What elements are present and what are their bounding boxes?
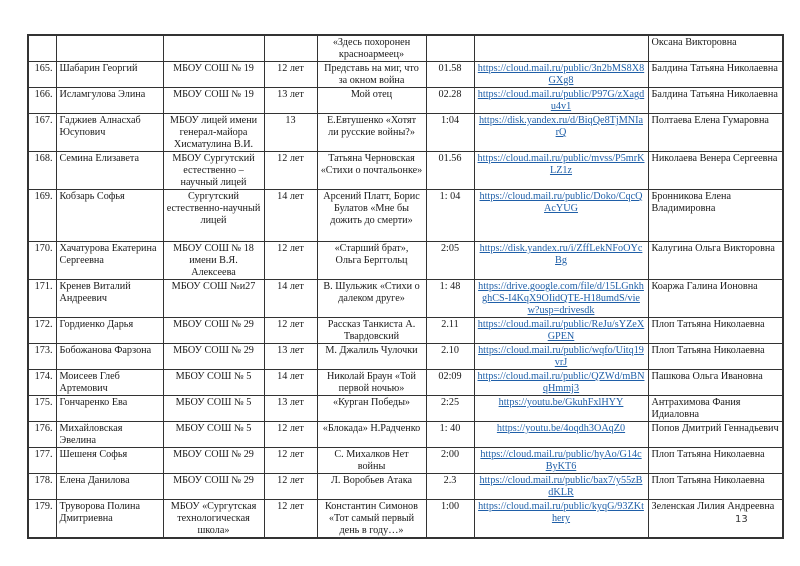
school-name-cell: МБОУ «Сургутская технологическая школа» — [163, 500, 264, 539]
video-duration-cell — [426, 35, 474, 62]
participant-name-cell: Шешеня Софья — [56, 448, 163, 474]
school-name-cell: МБОУ СОШ № 29 — [163, 448, 264, 474]
video-link[interactable]: https://cloud.mail.ru/public/wqfo/Uitq19vrJ — [478, 345, 644, 368]
row-number-cell: 166. — [28, 88, 56, 114]
video-link-cell — [474, 422, 648, 448]
video-link-cell — [474, 242, 648, 280]
work-title-cell: Представь на миг, что за окном война — [317, 62, 426, 88]
video-link-cell — [474, 152, 648, 190]
school-name-cell: МБОУ Сургутский естественно – научный лицей — [163, 152, 264, 190]
school-name-cell: МБОУ СОШ № 5 — [163, 370, 264, 396]
teacher-name-cell: Оксана Викторовна — [648, 35, 783, 62]
participant-age-cell: 12 лет — [264, 500, 317, 539]
school-name-cell: МБОУ СОШ № 29 — [163, 474, 264, 500]
teacher-name-cell: Балдина Татьяна Николаевна — [648, 62, 783, 88]
row-number-cell: 171. — [28, 280, 56, 318]
participant-name-cell: Моисеев Глеб Артемович — [56, 370, 163, 396]
video-duration-cell: 2.3 — [426, 474, 474, 500]
row-number-cell: 169. — [28, 190, 56, 242]
video-link[interactable]: https://disk.yandex.ru/i/ZffLekNFoOYcBg — [479, 243, 643, 266]
participant-name-cell: Бобожанова Фарзона — [56, 344, 163, 370]
school-name-cell: Сургутский естественно-научный лицей — [163, 190, 264, 242]
video-duration-cell: 01.56 — [426, 152, 474, 190]
participant-age-cell: 14 лет — [264, 280, 317, 318]
video-duration-cell: 1:00 — [426, 500, 474, 539]
participant-name-cell: Гордиенко Дарья — [56, 318, 163, 344]
work-title-cell: Константин Симонов «Тот самый первый день в году…» — [317, 500, 426, 539]
teacher-name-cell: Плоп Татьяна Николаевна — [648, 448, 783, 474]
row-number-cell: 179. — [28, 500, 56, 539]
participants-table — [27, 34, 784, 539]
video-link[interactable]: https://drive.google.com/file/d/15LGnkhghCS-I4KqX9OIidQTE-H18umdS/view?usp=drivesdk — [478, 281, 644, 316]
video-link[interactable]: https://cloud.mail.ru/public/Doko/CqcQAcYUG — [479, 191, 643, 214]
work-title-cell: Арсений Платт, Борис Булатов «Мне бы дожить до смерти» — [317, 190, 426, 242]
video-link[interactable]: https://disk.yandex.ru/d/BiqQe8TjMNIarQ — [478, 115, 644, 138]
work-title-cell: Рассказ Танкиста А. Твардовский — [317, 318, 426, 344]
table-row — [28, 88, 783, 114]
row-number-cell: 175. — [28, 396, 56, 422]
school-name-cell: МБОУ лицей имени генерал-майора Хисматулина В.И. — [163, 114, 264, 152]
row-number-cell: 168. — [28, 152, 56, 190]
video-link-cell — [474, 88, 648, 114]
teacher-name-cell: Калугина Ольга Викторовна — [648, 242, 783, 280]
row-number-cell: 174. — [28, 370, 56, 396]
video-link-cell — [474, 280, 648, 318]
video-link[interactable]: https://youtu.be/4oqdh3OAqZ0 — [496, 423, 626, 434]
row-number-cell: 165. — [28, 62, 56, 88]
video-duration-cell: 2:00 — [426, 448, 474, 474]
row-number-cell: 177. — [28, 448, 56, 474]
school-name-cell: МБОУ СОШ № 5 — [163, 396, 264, 422]
participant-age-cell: 12 лет — [264, 152, 317, 190]
video-link-cell — [474, 114, 648, 152]
teacher-name-cell: Антрахимова Фания Идиаловна — [648, 396, 783, 422]
table-row — [28, 500, 783, 539]
video-duration-cell: 1: 04 — [426, 190, 474, 242]
table-row — [28, 35, 783, 62]
video-duration-cell: 1:04 — [426, 114, 474, 152]
video-duration-cell: 2.11 — [426, 318, 474, 344]
video-duration-cell: 02:09 — [426, 370, 474, 396]
participant-age-cell: 12 лет — [264, 242, 317, 280]
school-name-cell: МБОУ СОШ №и27 — [163, 280, 264, 318]
video-link-cell — [474, 318, 648, 344]
teacher-name-cell: Зеленская Лилия Андреевна — [648, 500, 783, 539]
participant-name-cell: Гаджиев Алнасхаб Юсупович — [56, 114, 163, 152]
participant-age-cell: 12 лет — [264, 318, 317, 344]
table-row — [28, 242, 783, 280]
teacher-name-cell: Полтаева Елена Гумаровна — [648, 114, 783, 152]
table-row — [28, 474, 783, 500]
teacher-name-cell: Плоп Татьяна Николаевна — [648, 318, 783, 344]
video-link-cell — [474, 474, 648, 500]
participant-name-cell: Труворова Полина Дмитриевна — [56, 500, 163, 539]
participant-age-cell: 12 лет — [264, 422, 317, 448]
table-row — [28, 114, 783, 152]
school-name-cell: МБОУ СОШ № 29 — [163, 318, 264, 344]
video-duration-cell: 02.28 — [426, 88, 474, 114]
page-number: 13 — [735, 514, 748, 525]
teacher-name-cell: Попов Дмитрий Геннадьевич — [648, 422, 783, 448]
teacher-name-cell: Бронникова Елена Владимировна — [648, 190, 783, 242]
participant-name-cell: Михайловская Эвелина — [56, 422, 163, 448]
video-link-cell — [474, 396, 648, 422]
participant-name-cell: Исламгулова Элина — [56, 88, 163, 114]
school-name-cell — [163, 35, 264, 62]
video-link[interactable]: https://youtu.be/GkuhFxlHYY — [498, 397, 624, 408]
table-row — [28, 318, 783, 344]
teacher-name-cell: Коаржа Галина Ионовна — [648, 280, 783, 318]
row-number-cell: 167. — [28, 114, 56, 152]
video-duration-cell: 2.10 — [426, 344, 474, 370]
participant-age-cell: 12 лет — [264, 448, 317, 474]
school-name-cell: МБОУ СОШ № 18 имени В.Я. Алексеева — [163, 242, 264, 280]
participant-age-cell: 12 лет — [264, 62, 317, 88]
work-title-cell: «Блокада» Н.Радченко — [317, 422, 426, 448]
teacher-name-cell: Пашкова Ольга Ивановна — [648, 370, 783, 396]
participant-age-cell: 13 — [264, 114, 317, 152]
video-link-cell — [474, 344, 648, 370]
table-row — [28, 152, 783, 190]
participant-name-cell: Гончаренко Ева — [56, 396, 163, 422]
work-title-cell: Мой отец — [317, 88, 426, 114]
table-row — [28, 370, 783, 396]
participant-name-cell — [56, 35, 163, 62]
row-number-cell: 170. — [28, 242, 56, 280]
school-name-cell: МБОУ СОШ № 19 — [163, 88, 264, 114]
work-title-cell: «Курган Победы» — [317, 396, 426, 422]
school-name-cell: МБОУ СОШ № 29 — [163, 344, 264, 370]
work-title-cell: Татьяна Черновская «Стихи о почтальонке» — [317, 152, 426, 190]
participant-age-cell: 13 лет — [264, 88, 317, 114]
participant-age-cell: 12 лет — [264, 474, 317, 500]
video-link[interactable]: https://cloud.mail.ru/public/P97G/zXagdu4v1 — [477, 89, 645, 112]
work-title-cell: М. Джалиль Чулочки — [317, 344, 426, 370]
video-duration-cell: 01.58 — [426, 62, 474, 88]
video-link-cell — [474, 190, 648, 242]
participant-age-cell: 14 лет — [264, 370, 317, 396]
participant-name-cell: Елена Данилова — [56, 474, 163, 500]
video-link[interactable]: https://cloud.mail.ru/public/hyAo/G14cByKT6 — [480, 449, 642, 472]
row-number-cell — [28, 35, 56, 62]
video-link-cell — [474, 62, 648, 88]
table-row — [28, 280, 783, 318]
video-duration-cell: 2:05 — [426, 242, 474, 280]
teacher-name-cell: Николаева Венера Сергеевна — [648, 152, 783, 190]
school-name-cell: МБОУ СОШ № 5 — [163, 422, 264, 448]
participant-age-cell: 14 лет — [264, 190, 317, 242]
participant-name-cell: Кренев Виталий Андреевич — [56, 280, 163, 318]
table-row — [28, 422, 783, 448]
work-title-cell: «Здесь похоронен красноармеец» — [317, 35, 426, 62]
video-link[interactable]: https://cloud.mail.ru/public/QZWd/mBNqHmmj3 — [477, 371, 645, 394]
video-link-cell — [474, 35, 648, 62]
video-link[interactable]: https://cloud.mail.ru/public/ReJu/sYZeXGPEN — [477, 319, 645, 342]
school-name-cell: МБОУ СОШ № 19 — [163, 62, 264, 88]
video-link[interactable]: https://cloud.mail.ru/public/bax7/y55zBdKLR — [479, 475, 643, 498]
video-link-cell — [474, 500, 648, 539]
table-row — [28, 344, 783, 370]
video-link[interactable]: https://cloud.mail.ru/public/mvss/P5mrKLZ1z — [477, 153, 645, 176]
teacher-name-cell: Плоп Татьяна Николаевна — [648, 344, 783, 370]
participant-name-cell: Шабарин Георгий — [56, 62, 163, 88]
table-row — [28, 448, 783, 474]
work-title-cell: С. Михалков Нет войны — [317, 448, 426, 474]
teacher-name-cell: Балдина Татьяна Николаевна — [648, 88, 783, 114]
video-duration-cell: 1: 48 — [426, 280, 474, 318]
participant-age-cell — [264, 35, 317, 62]
row-number-cell: 178. — [28, 474, 56, 500]
table-row — [28, 190, 783, 242]
video-link[interactable]: https://cloud.mail.ru/public/3n2bMS8X8GXg8 — [477, 63, 645, 86]
video-duration-cell: 2:25 — [426, 396, 474, 422]
video-link-cell — [474, 448, 648, 474]
row-number-cell: 172. — [28, 318, 56, 344]
work-title-cell: Е.Евтушенко «Хотят ли русские войны?» — [317, 114, 426, 152]
row-number-cell: 176. — [28, 422, 56, 448]
table-row — [28, 396, 783, 422]
participant-name-cell: Кобзарь Софья — [56, 190, 163, 242]
work-title-cell: Л. Воробьев Атака — [317, 474, 426, 500]
video-duration-cell: 1: 40 — [426, 422, 474, 448]
video-link-cell — [474, 370, 648, 396]
table-row — [28, 62, 783, 88]
participant-name-cell: Семина Елизавета — [56, 152, 163, 190]
work-title-cell: В. Шульжик «Стихи о далеком друге» — [317, 280, 426, 318]
participant-age-cell: 13 лет — [264, 396, 317, 422]
row-number-cell: 173. — [28, 344, 56, 370]
work-title-cell: «Старший брат», Ольга Берггольц — [317, 242, 426, 280]
participant-name-cell: Хачатурова Екатерина Сергеевна — [56, 242, 163, 280]
teacher-name-cell: Плоп Татьяна Николаевна — [648, 474, 783, 500]
participant-age-cell: 13 лет — [264, 344, 317, 370]
video-link[interactable]: https://cloud.mail.ru/public/kyqG/93ZKthery — [478, 501, 644, 524]
work-title-cell: Николай Браун «Той первой ночью» — [317, 370, 426, 396]
